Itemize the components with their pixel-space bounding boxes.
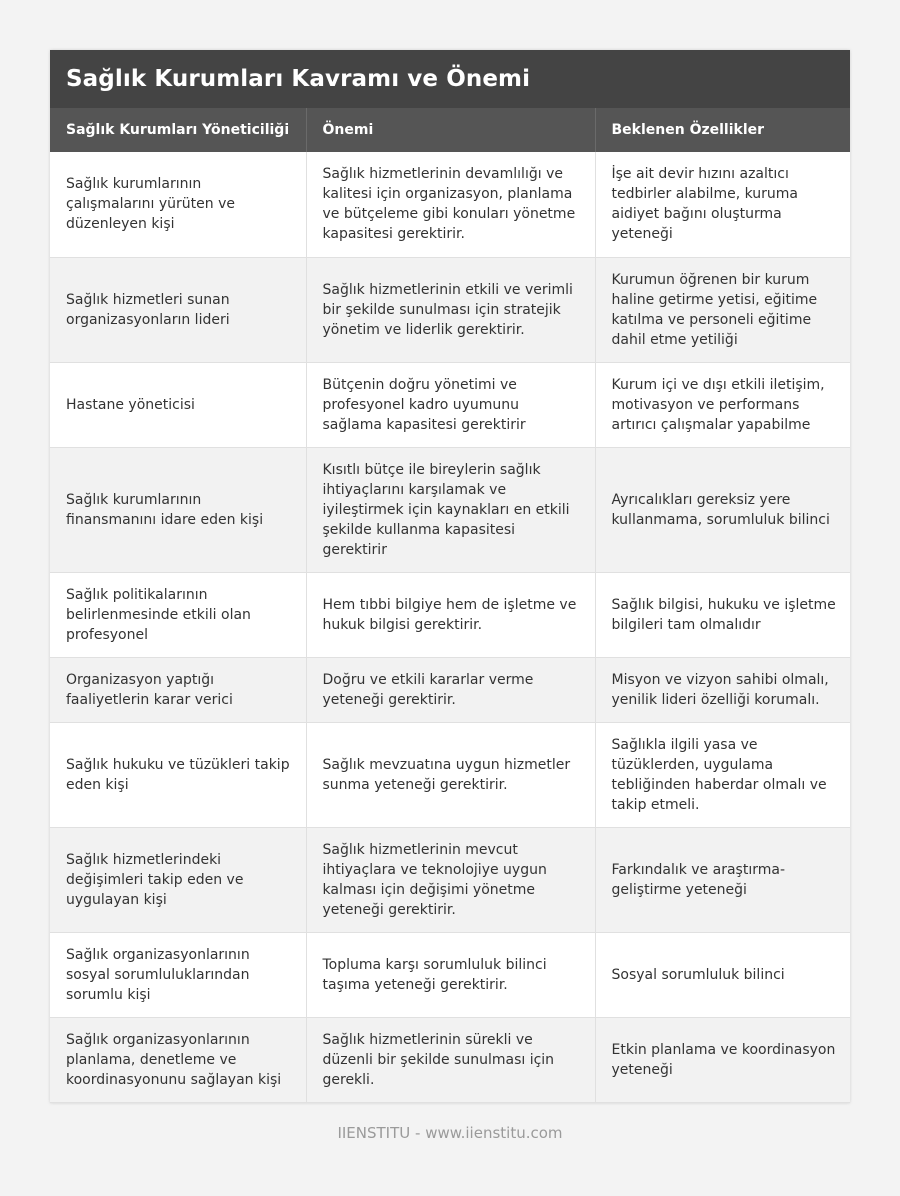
table-cell: Misyon ve vizyon sahibi olmalı, yenilik lideri özelliği korumalı. [595, 657, 850, 722]
table-row [50, 572, 850, 657]
table-row [50, 447, 850, 572]
table-cell: Topluma karşı sorumluluk bilinci taşıma yeteneği gerektirir. [306, 932, 595, 1017]
table-row [50, 152, 850, 257]
table-cell: Bütçenin doğru yönetimi ve profesyonel kadro uyumunu sağlama kapasitesi gerektirir [306, 362, 595, 447]
page-title: Sağlık Kurumları Kavramı ve Önemi [50, 50, 850, 108]
table-cell: Farkındalık ve araştırma-geliştirme yeteneği [595, 827, 850, 932]
info-table [50, 108, 850, 1103]
table-cell: Sosyal sorumluluk bilinci [595, 932, 850, 1017]
table-cell: Kurum içi ve dışı etkili iletişim, motivasyon ve performans artırıcı çalışmalar yapabilme [595, 362, 850, 447]
table-row [50, 932, 850, 1017]
table-cell: İşe ait devir hızını azaltıcı tedbirler alabilme, kuruma aidiyet bağını oluşturma yeteneği [595, 152, 850, 257]
table-cell: Sağlık kurumlarının çalışmalarını yürüten ve düzenleyen kişi [50, 152, 306, 257]
table-row [50, 827, 850, 932]
table-cell: Hem tıbbi bilgiye hem de işletme ve hukuk bilgisi gerektirir. [306, 572, 595, 657]
footer-credit: IIENSTITU - www.iienstitu.com [337, 1124, 563, 1142]
table-cell: Sağlık hizmetlerinin sürekli ve düzenli bir şekilde sunulması için gerekli. [306, 1017, 595, 1102]
table-cell: Sağlık mevzuatına uygun hizmetler sunma yeteneği gerektirir. [306, 722, 595, 827]
table-cell: Kurumun öğrenen bir kurum haline getirme yetisi, eğitime katılma ve personeli eğitime dahil etme yetiliği [595, 257, 850, 362]
table-row [50, 257, 850, 362]
table-cell: Hastane yöneticisi [50, 362, 306, 447]
table-row [50, 362, 850, 447]
table-cell: Sağlık hizmetlerindeki değişimleri takip eden ve uygulayan kişi [50, 827, 306, 932]
table-cell: Sağlık hizmetlerinin mevcut ihtiyaçlara ve teknolojiye uygun kalması için değişimi yönetme yeteneği gerektirir. [306, 827, 595, 932]
table-cell: Sağlıkla ilgili yasa ve tüzüklerden, uygulama tebliğinden haberdar olmalı ve takip etmeli. [595, 722, 850, 827]
table-cell: Etkin planlama ve koordinasyon yeteneği [595, 1017, 850, 1102]
table-cell: Sağlık kurumlarının finansmanını idare eden kişi [50, 447, 306, 572]
column-header-management: Sağlık Kurumları Yöneticiliği [50, 108, 306, 152]
table-cell: Sağlık politikalarının belirlenmesinde etkili olan profesyonel [50, 572, 306, 657]
table-cell: Sağlık hizmetleri sunan organizasyonların lideri [50, 257, 306, 362]
table-cell: Doğru ve etkili kararlar verme yeteneği gerektirir. [306, 657, 595, 722]
table-cell: Organizasyon yaptığı faaliyetlerin karar verici [50, 657, 306, 722]
table-cell: Ayrıcalıkları gereksiz yere kullanmama, sorumluluk bilinci [595, 447, 850, 572]
table-cell: Sağlık organizasyonlarının planlama, denetleme ve koordinasyonunu sağlayan kişi [50, 1017, 306, 1102]
column-header-expected-traits: Beklenen Özellikler [595, 108, 850, 152]
table-cell: Sağlık hukuku ve tüzükleri takip eden kişi [50, 722, 306, 827]
table-cell: Sağlık organizasyonlarının sosyal sorumluluklarından sorumlu kişi [50, 932, 306, 1017]
table-row [50, 657, 850, 722]
table-cell: Sağlık hizmetlerinin devamlılığı ve kalitesi için organizasyon, planlama ve bütçeleme gibi konuları yönetme kapasitesi gerektirir. [306, 152, 595, 257]
column-header-importance: Önemi [306, 108, 595, 152]
table-row [50, 1017, 850, 1102]
content-card [50, 50, 850, 1103]
table-cell: Kısıtlı bütçe ile bireylerin sağlık ihtiyaçlarını karşılamak ve iyileştirmek için kaynakları en etkili şekilde kullanma kapasitesi gerektirir [306, 447, 595, 572]
table-row [50, 722, 850, 827]
header-row [50, 108, 850, 152]
table-cell: Sağlık bilgisi, hukuku ve işletme bilgileri tam olmalıdır [595, 572, 850, 657]
table-cell: Sağlık hizmetlerinin etkili ve verimli bir şekilde sunulması için stratejik yönetim ve liderlik gerektirir. [306, 257, 595, 362]
